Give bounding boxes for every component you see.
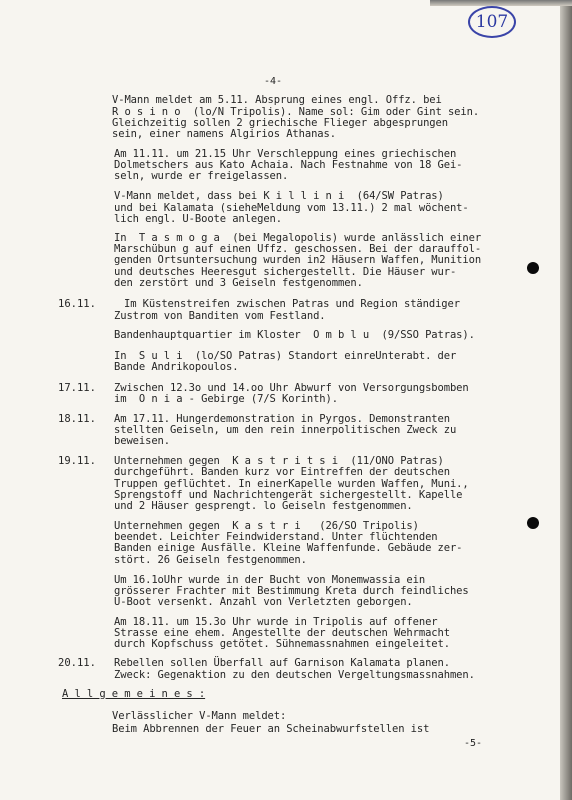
text-line: stört. 26 Geiseln festgenommen. bbox=[114, 553, 307, 566]
entry-date: 16.11. bbox=[58, 298, 96, 311]
text-line: Am 17.11. Hungerdemonstration in Pyrgos. Demonstranten bbox=[114, 412, 450, 425]
text-line: In T a s m o g a (bei Megalopolis) wurde anlässlich einer bbox=[114, 231, 482, 244]
text-line: Bandenhauptquartier im Kloster O m b l u (9/SSO Patras). bbox=[114, 328, 475, 341]
text-line: Zustrom von Banditen vom Festland. bbox=[114, 309, 326, 322]
text-line: und deutsches Heeresgut sichergestellt. Die Häuser wur- bbox=[114, 265, 457, 278]
text-line: sein, einer namens Algirios Athanas. bbox=[112, 128, 336, 141]
text-line: Um 16.1oUhr wurde in der Bucht von Monemwassia ein bbox=[114, 573, 426, 586]
page-number-top: -4- bbox=[264, 76, 283, 87]
text-line: beweisen. bbox=[114, 435, 170, 448]
punch-hole-top bbox=[527, 262, 539, 274]
text-line: U-Boot versenkt. Anzahl von Verletzten geborgen. bbox=[114, 596, 413, 609]
text-line: Beim Abbrennen der Feuer an Scheinabwurfstellen ist bbox=[112, 722, 430, 735]
section-heading: A l l g e m e i n e s : bbox=[62, 687, 206, 700]
text-line: im O n i a - Gebirge (7/S Korinth). bbox=[114, 392, 338, 405]
text-line: Am 18.11. um 15.3o Uhr wurde in Tripolis auf offener bbox=[114, 615, 438, 628]
text-line: Gleichzeitig sollen 2 griechische Flieger abgesprungen bbox=[112, 116, 448, 129]
text-line: R o s i n o (lo/N Tripolis). Name sol: Gim oder Gint sein. bbox=[112, 105, 480, 118]
text-line: beendet. Leichter Feindwiderstand. Unter flüchtenden bbox=[114, 531, 438, 544]
text-line: und bei Kalamata (sieheMeldung vom 13.11.) 2 mal wöchent- bbox=[114, 201, 469, 214]
text-line: grösserer Frachter mit Bestimmung Kreta durch feindliches bbox=[114, 584, 469, 597]
text-line: durch Kopfschuss getötet. Sühnemassnahmen eingeleitet. bbox=[114, 638, 450, 651]
text-line: stellten Geiseln, um den rein innerpolitischen Zweck zu bbox=[114, 423, 457, 436]
text-line: Marschübun g auf einen Uffz. geschossen. Bei der darauffol- bbox=[114, 243, 482, 256]
text-line: den zerstört und 3 Geiseln festgenommen. bbox=[114, 276, 363, 289]
text-line: Am 11.11. um 21.15 Uhr Verschleppung eines griechischen bbox=[114, 147, 457, 160]
archive-stamp-number: 107 bbox=[468, 6, 516, 38]
text-line: durchgeführt. Banden kurz vor Eintreffen der deutschen bbox=[114, 466, 450, 479]
text-line: Unternehmen gegen K a s t r i (26/SO Tripolis) bbox=[114, 519, 419, 532]
page-top-shadow bbox=[430, 0, 572, 6]
page-edge-shadow bbox=[560, 0, 572, 800]
text-line: Strasse eine ehem. Angestellte der deutschen Wehrmacht bbox=[114, 627, 450, 640]
text-line: Dolmetschers aus Kato Achaia. Nach Festnahme von 18 Gei- bbox=[114, 159, 463, 172]
entry-date: 19.11. bbox=[58, 455, 96, 468]
text-line: lich engl. U-Boote anlegen. bbox=[114, 212, 282, 225]
text-line: Banden einige Ausfälle. Kleine Waffenfunde. Gebäude zer- bbox=[114, 542, 463, 555]
text-line: und 2 Häuser gesprengt. lo Geiseln festgenommen. bbox=[114, 500, 413, 512]
text-line: Zweck: Gegenaktion zu den deutschen Vergeltungsmassnahmen. bbox=[114, 668, 475, 681]
text-line: Sprengstoff und Nachrichtengerät sichergestellt. Kapelle bbox=[114, 488, 463, 501]
text-line: V-Mann meldet am 5.11. Absprung eines engl. Offz. bei bbox=[112, 94, 442, 107]
text-line: Zwischen 12.3o und 14.oo Uhr Abwurf von Versorgungsbomben bbox=[114, 381, 469, 394]
text-line: Unternehmen gegen K a s t r i t s i (11/ONO Patras) bbox=[114, 455, 444, 468]
text-line: Truppen geflüchtet. In einerKapelle wurden Waffen, Muni., bbox=[114, 477, 469, 490]
entry-date: 20.11. bbox=[58, 657, 96, 670]
entry-date: 18.11. bbox=[58, 412, 96, 425]
text-line: genden Ortsuntersuchung wurden in2 Häusern Waffen, Munition bbox=[114, 254, 482, 267]
text-line: Im Küstenstreifen zwischen Patras und Region ständiger bbox=[124, 298, 460, 311]
text-line: Bande Andrikopoulos. bbox=[114, 360, 239, 373]
entry-date: 17.11. bbox=[58, 381, 96, 394]
text-line: Verlässlicher V-Mann meldet: bbox=[112, 709, 287, 722]
text-line: In S u l i (lo/SO Patras) Standort einreUnterabt. der bbox=[114, 349, 457, 362]
punch-hole-bottom bbox=[527, 517, 539, 529]
page-number-bottom: -5- bbox=[464, 737, 483, 749]
text-line: Rebellen sollen Überfall auf Garnison Kalamata planen. bbox=[114, 657, 450, 670]
text-line: seln, wurde er freigelassen. bbox=[114, 170, 289, 183]
text-line: V-Mann meldet, dass bei K i l l i n i (64/SW Patras) bbox=[114, 190, 444, 203]
